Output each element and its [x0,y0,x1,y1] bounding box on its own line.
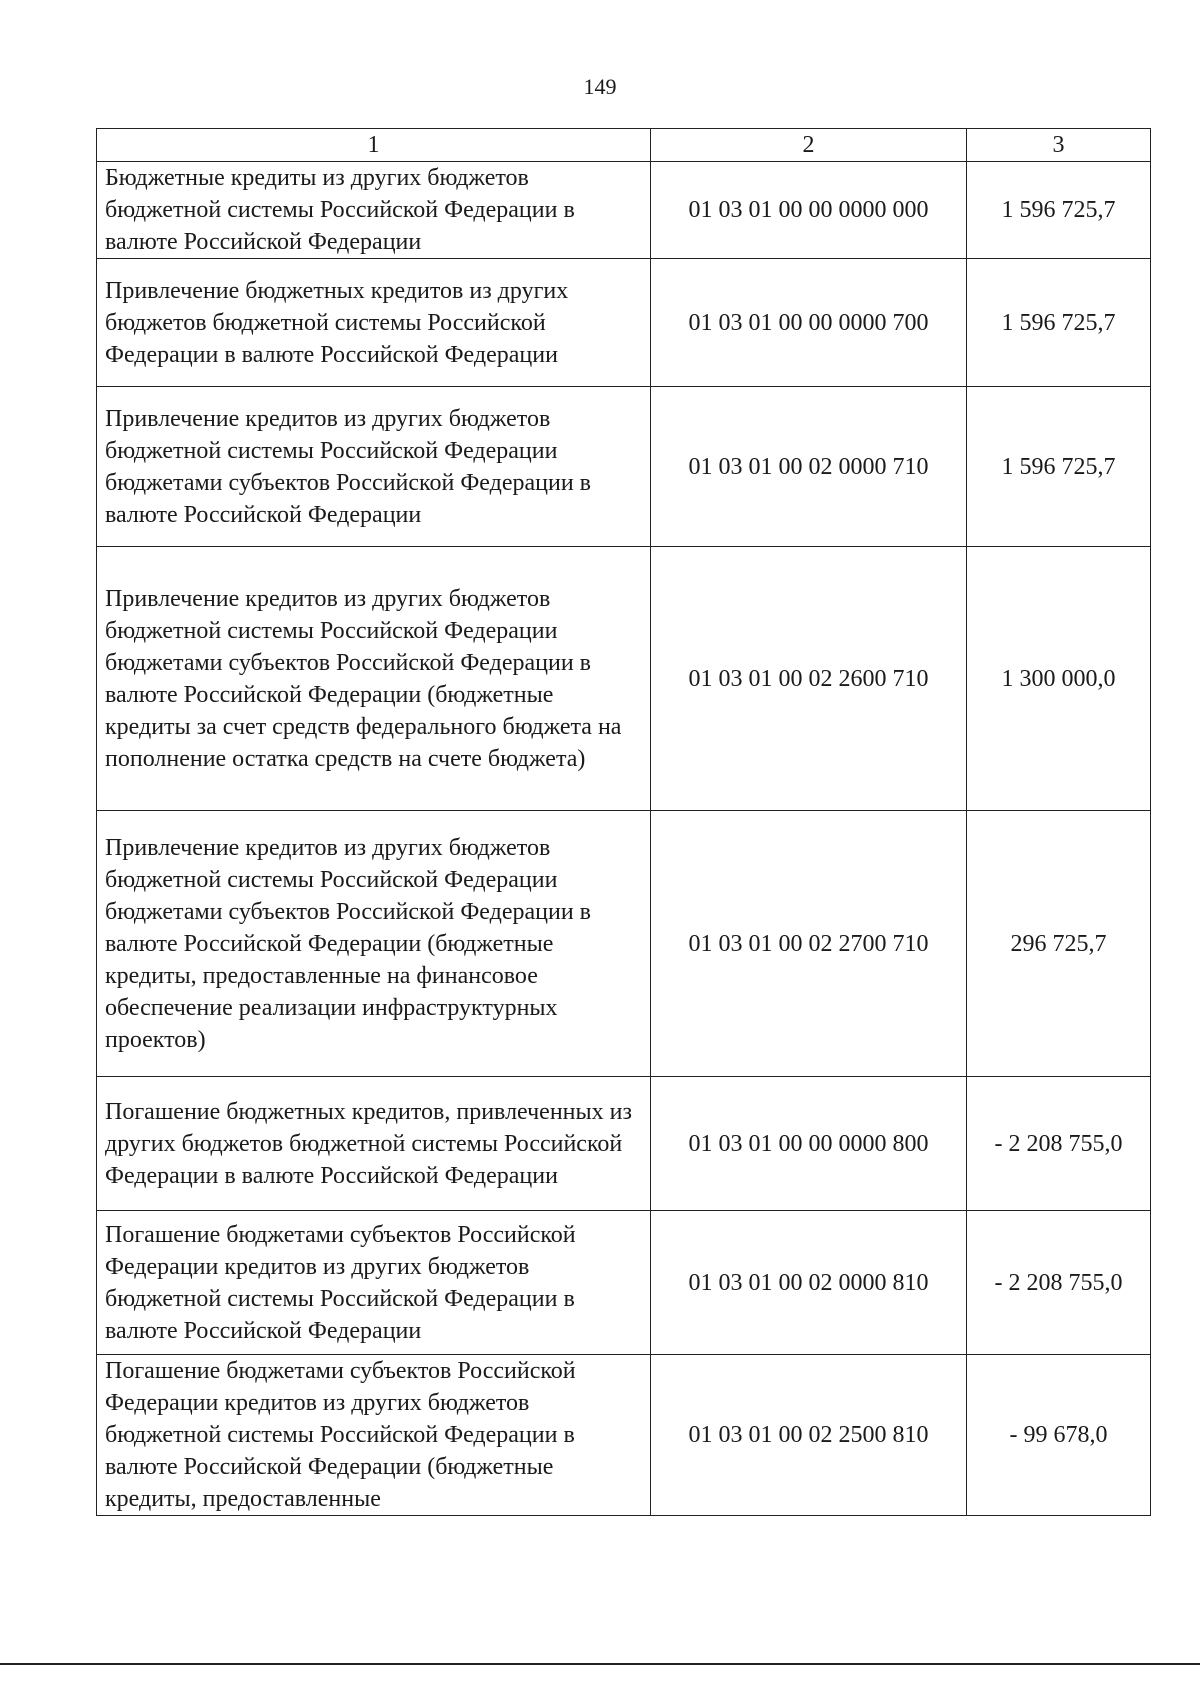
table-row [97,547,1151,811]
row-code: 01 03 01 00 00 0000 700 [651,259,967,387]
table-row [97,259,1151,387]
table-row [97,387,1151,547]
row-name: Погашение бюджетами субъектов Российской Федерации кредитов из других бюджетов бюджетной системы Российской Федерации в валюте Российской Федерации [97,1211,651,1355]
column-header-3: 3 [967,129,1151,162]
table-row [97,811,1151,1077]
row-code: 01 03 01 00 00 0000 000 [651,162,967,259]
row-name: Привлечение кредитов из других бюджетов бюджетной системы Российской Федерации бюджетами субъектов Российской Федерации в валюте Российской Федерации (бюджетные кредиты, предоставленные на финансовое обеспечение реализации инфраструктурных проектов) [97,811,651,1077]
row-code: 01 03 01 00 02 0000 710 [651,387,967,547]
row-code: 01 03 01 00 02 2700 710 [651,811,967,1077]
budget-table [96,128,1151,1516]
column-header-1: 1 [97,129,651,162]
row-amount: 1 300 000,0 [967,547,1151,811]
table-header-row [97,129,1151,162]
bottom-rule [0,1663,1200,1665]
row-code: 01 03 01 00 02 2600 710 [651,547,967,811]
row-name: Бюджетные кредиты из других бюджетов бюджетной системы Российской Федерации в валюте Российской Федерации [97,162,651,259]
table-row [97,1077,1151,1211]
row-code: 01 03 01 00 02 2500 810 [651,1355,967,1516]
row-amount: 296 725,7 [967,811,1151,1077]
column-header-2: 2 [651,129,967,162]
row-code: 01 03 01 00 02 0000 810 [651,1211,967,1355]
row-code: 01 03 01 00 00 0000 800 [651,1077,967,1211]
row-amount: 1 596 725,7 [967,259,1151,387]
page-number: 149 [583,74,617,99]
table-row [97,162,1151,259]
row-amount: - 2 208 755,0 [967,1077,1151,1211]
row-amount: - 99 678,0 [967,1355,1151,1516]
row-name: Привлечение кредитов из других бюджетов бюджетной системы Российской Федерации бюджетами субъектов Российской Федерации в валюте Российской Федерации (бюджетные кредиты за счет средств федерального бюджета на пополнение остатка средств на счете бюджета) [97,547,651,811]
row-amount: 1 596 725,7 [967,162,1151,259]
row-name: Погашение бюджетных кредитов, привлеченных из других бюджетов бюджетной системы Российской Федерации в валюте Российской Федерации [97,1077,651,1211]
table-row [97,1355,1151,1516]
row-amount: - 2 208 755,0 [967,1211,1151,1355]
table-row [97,1211,1151,1355]
row-amount: 1 596 725,7 [967,387,1151,547]
row-name: Погашение бюджетами субъектов Российской Федерации кредитов из других бюджетов бюджетной системы Российской Федерации в валюте Российской Федерации (бюджетные кредиты, предоставленные [97,1355,651,1516]
row-name: Привлечение бюджетных кредитов из других бюджетов бюджетной системы Российской Федерации в валюте Российской Федерации [97,259,651,387]
row-name: Привлечение кредитов из других бюджетов бюджетной системы Российской Федерации бюджетами субъектов Российской Федерации в валюте Российской Федерации [97,387,651,547]
